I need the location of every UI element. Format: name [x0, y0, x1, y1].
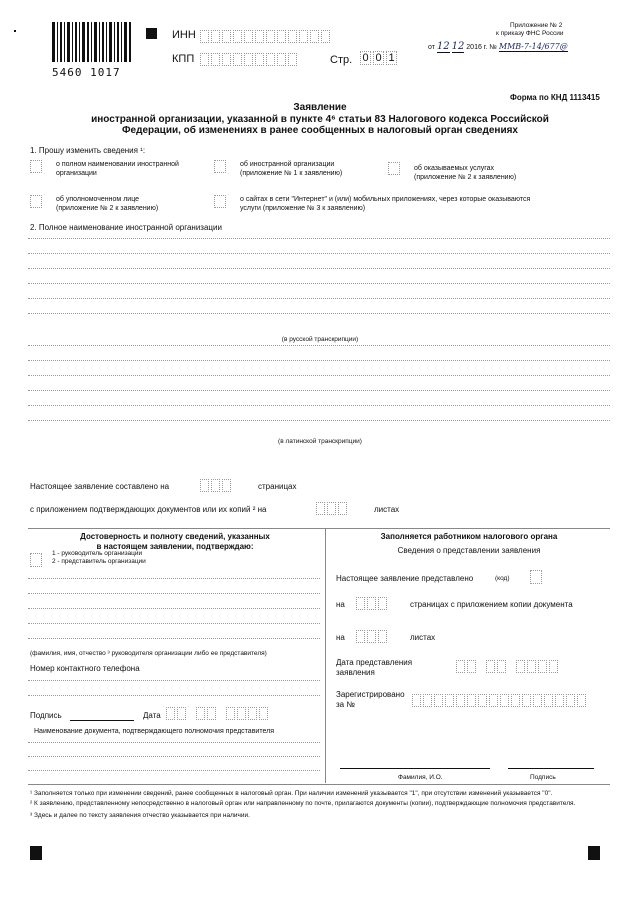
appendix-line-2: к приказу ФНС России: [496, 30, 564, 37]
phone-label: Номер контактного телефона: [30, 664, 140, 673]
page-digit: 0: [360, 51, 371, 65]
footnotes: [30, 790, 608, 820]
with-docs-label: с приложением подтверждающих документов или их копий ² на: [30, 505, 267, 514]
russian-transcription-caption: (в русской транскрипции): [281, 336, 359, 343]
pages-copy-label: страницах с приложением копии документа: [410, 600, 573, 609]
presented-label: Настоящее заявление представлено: [336, 574, 474, 583]
code-note: (код): [495, 575, 510, 582]
officer-date-cells[interactable]: [456, 660, 560, 673]
role-cell[interactable]: [30, 553, 42, 567]
registration-square-top: [146, 28, 157, 39]
registration-square-bottom-right: [588, 846, 600, 860]
kpp-label: КПП: [172, 53, 195, 65]
tax-officer-title: Заполняется работником налогового органа: [380, 532, 558, 541]
title-line-1: Заявление: [293, 102, 347, 113]
signature-label: Подпись: [30, 711, 62, 720]
order-number: ММВ-7-14/677@: [498, 42, 568, 51]
fio-caption: (фамилия, имя, отчество ³ руководителя организации либо ее представителя): [30, 650, 267, 657]
composed-on-label: Настоящее заявление составлено на: [30, 482, 170, 491]
page-label: Стр.: [330, 54, 353, 66]
order-day: 12: [436, 41, 450, 52]
option-websites: о сайтах в сети "Интернет" и (или) мобильных приложениях, через которые оказываются услуги (приложение № 3 к заявлению): [240, 196, 531, 212]
option-authorized-person: об уполномоченном лице (приложение № 2 к заявлению): [56, 196, 159, 212]
submission-subtitle: Сведения о представлении заявления: [397, 546, 541, 555]
pages-count-cells[interactable]: [200, 479, 233, 492]
appendix-line-1: Приложение № 2: [510, 22, 563, 29]
checkbox-authorized-person[interactable]: [30, 195, 42, 208]
authority-document-grid[interactable]: [28, 742, 320, 784]
sheets-label: листах: [410, 633, 436, 642]
officer-sheets-cells[interactable]: [356, 630, 389, 643]
fio-grid[interactable]: [28, 578, 320, 653]
section-2-heading: 2. Полное наименование иностранной организации: [30, 223, 222, 232]
checkbox-organization[interactable]: [214, 160, 226, 173]
option-full-name: о полном наименовании иностранной организации: [56, 161, 179, 177]
latin-name-grid[interactable]: [28, 345, 610, 435]
barcode: [52, 22, 132, 79]
confirmation-title: Достоверность и полноту сведений, указанных в настоящем заявлении, подтверждаю:: [80, 532, 270, 551]
document-title: [30, 102, 610, 137]
presentation-code-cell[interactable]: [530, 570, 542, 584]
page-number-cells: [360, 51, 399, 65]
date-label: Дата: [143, 711, 161, 720]
checkbox-full-name[interactable]: [30, 160, 42, 173]
latin-transcription-caption: (в латинской транскрипции): [278, 438, 362, 445]
order-year: 2016 г.: [466, 44, 488, 51]
phone-grid[interactable]: [28, 680, 320, 710]
block-separator-vertical: [325, 528, 326, 783]
registered-label: Зарегистрировано за №: [336, 690, 405, 709]
order-number-label: №: [489, 44, 497, 51]
officer-signature-line[interactable]: [508, 768, 594, 769]
officer-signature-caption: Подпись: [530, 774, 556, 781]
block-separator-bottom: [28, 784, 610, 785]
footnote-2: ² К заявлению, представленному непосредственно в налоговый орган или направленному по почте, прилагаются документы (копии), подтверждающие полномочия представителя.: [30, 800, 576, 807]
confirmation-date-cells[interactable]: [166, 707, 270, 720]
signature-line[interactable]: [70, 720, 134, 721]
inn-cells[interactable]: [200, 30, 332, 43]
authority-document-label: Наименование документа, подтверждающего полномочия представителя: [34, 728, 274, 735]
role-manager: 1 - руководитель организации: [52, 550, 143, 557]
block-separator-top: [28, 528, 610, 529]
order-reference: [428, 42, 633, 52]
officer-pages-cells[interactable]: [356, 597, 389, 610]
order-from-label: от: [428, 44, 435, 51]
registration-number-cells[interactable]: [412, 694, 588, 707]
title-line-2: иностранной организации, указанной в пункте 4⁶ статьи 83 Налогового кодекса Российской: [91, 113, 549, 125]
officer-name-line[interactable]: [340, 768, 490, 769]
option-organization: об иностранной организации (приложение № 1 к заявлению): [240, 161, 343, 177]
sheets-count-cells[interactable]: [316, 502, 349, 515]
option-services: об оказываемых услугах (приложение № 2 к заявлению): [414, 165, 517, 181]
pages-word: страницах: [258, 482, 297, 491]
footnote-1: ¹ Заполняется только при изменении сведений, ранее сообщенных в налоговый орган. При наличии изменений указывается "1", при отсутствии изменений указывается "0".: [30, 790, 553, 797]
title-line-3: Федерации, об изменениях в ранее сообщенных в налоговый орган сведениях: [122, 125, 518, 136]
on-label-1: на: [336, 600, 345, 609]
officer-name-caption: Фамилия, И.О.: [398, 774, 443, 781]
sheets-word: листах: [374, 505, 400, 514]
form-code: Форма по КНД 1113415: [510, 93, 600, 102]
date-presented-label: Дата представления заявления: [336, 658, 413, 677]
section-1-heading: 1. Прошу изменить сведения ¹:: [30, 146, 146, 155]
barcode-number: 5460 1017: [52, 66, 121, 79]
checkbox-services[interactable]: [388, 162, 400, 175]
kpp-cells[interactable]: [200, 53, 299, 66]
inn-label: ИНН: [172, 29, 196, 41]
role-representative: 2 - представитель организации: [52, 558, 146, 565]
registration-square-bottom-left: [30, 846, 42, 860]
page-digit: 1: [386, 51, 397, 65]
barcode-icon: [52, 22, 132, 62]
role-options: [52, 550, 146, 566]
page-digit: 0: [373, 51, 384, 65]
footnote-3: ³ Здесь и далее по тексту заявления отчество указывается при наличии.: [30, 812, 250, 819]
russian-name-grid[interactable]: [28, 238, 610, 328]
on-label-2: на: [336, 633, 345, 642]
checkbox-websites[interactable]: [214, 195, 226, 208]
order-month: 12: [451, 41, 465, 52]
corner-marker-top-left: [14, 30, 16, 32]
